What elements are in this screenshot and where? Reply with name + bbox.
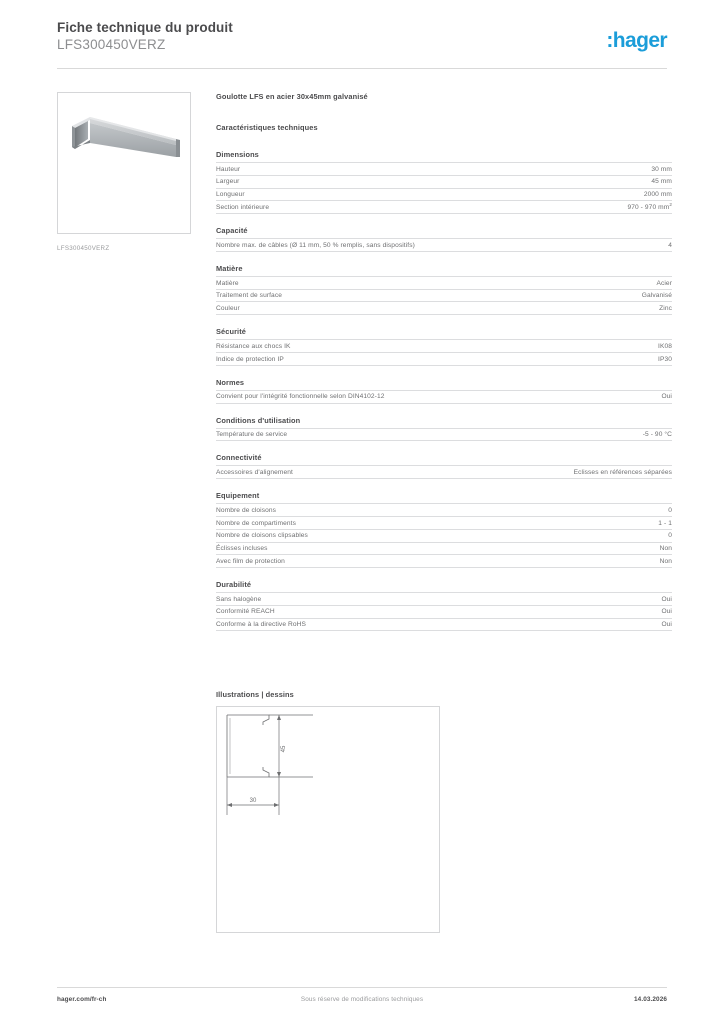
spec-label: Avec film de protection xyxy=(216,557,285,565)
spec-row xyxy=(216,390,672,404)
spec-label: Résistance aux chocs IK xyxy=(216,342,291,350)
spec-row xyxy=(216,238,672,252)
page-title: Fiche technique du produit xyxy=(57,20,233,35)
cross-section-drawing-icon xyxy=(217,707,439,932)
spec-row xyxy=(216,542,672,555)
specifications-heading: Caractéristiques techniques xyxy=(216,123,318,132)
spec-value xyxy=(661,608,672,615)
hager-logo: :hager xyxy=(606,29,667,52)
spec-value xyxy=(651,166,672,173)
header-divider xyxy=(57,68,667,69)
spec-group-title: Conditions d'utilisation xyxy=(216,415,301,425)
product-image xyxy=(57,92,191,234)
spec-row xyxy=(216,605,672,618)
spec-label: Conforme à la directive RoHS xyxy=(216,621,307,629)
drawings-heading: Illustrations | dessins xyxy=(216,690,294,699)
spec-value-text: 45 mm xyxy=(651,178,672,186)
spec-value-text: 4 xyxy=(668,241,672,249)
spec-value xyxy=(661,596,672,603)
footer-date: 14.03.2026 xyxy=(634,996,667,1003)
page-footer xyxy=(57,996,667,1008)
product-name: Goulotte LFS en acier 30x45mm galvanisé xyxy=(216,92,368,101)
header-titles xyxy=(57,20,233,53)
specifications xyxy=(216,92,672,643)
spec-value xyxy=(656,280,672,287)
spec-value-text: Eclisses en références séparées xyxy=(573,468,672,476)
spec-value-text: Galvanisé xyxy=(641,292,672,300)
spec-value xyxy=(660,545,672,552)
spec-row xyxy=(216,301,672,315)
spec-group xyxy=(216,580,672,631)
spec-group-title: Normes xyxy=(216,377,245,387)
spec-value-text: 970 - 970 mm xyxy=(627,203,670,211)
spec-value-text: IP30 xyxy=(658,355,672,363)
spec-label: Hauteur xyxy=(216,165,241,173)
spec-row xyxy=(216,188,672,201)
spec-group-title: Sécurité xyxy=(216,327,246,337)
spec-value xyxy=(651,178,672,185)
spec-value-text: Acier xyxy=(656,279,672,287)
spec-value-text: IK08 xyxy=(658,342,672,350)
spec-group-title: Capacité xyxy=(216,226,248,236)
spec-group-title: Connectivité xyxy=(216,453,262,463)
spec-label: Éclisses incluses xyxy=(216,545,268,553)
spec-value-superscript: 2 xyxy=(669,201,672,207)
dimension-width-label: 30 xyxy=(249,798,257,804)
spec-value-text: Zinc xyxy=(659,305,672,313)
spec-row xyxy=(216,618,672,632)
spec-value-text: 1 - 1 xyxy=(658,519,672,527)
product-image-caption: LFS300450VERZ xyxy=(57,245,110,252)
specification-groups xyxy=(216,150,672,631)
spec-row xyxy=(216,162,672,175)
spec-value-text: Oui xyxy=(661,608,672,616)
spec-label: Indice de protection IP xyxy=(216,355,284,363)
spec-value-text: Oui xyxy=(661,595,672,603)
spec-value xyxy=(658,343,672,350)
spec-label: Couleur xyxy=(216,305,240,313)
spec-group xyxy=(216,264,672,315)
spec-label: Nombre de cloisons clipsables xyxy=(216,532,308,540)
spec-value xyxy=(627,201,672,211)
spec-label: Accessoires d'alignement xyxy=(216,468,293,476)
spec-group-title: Durabilité xyxy=(216,580,252,590)
spec-value-text: Non xyxy=(659,545,672,553)
spec-row xyxy=(216,529,672,542)
spec-value xyxy=(659,305,672,312)
spec-value xyxy=(661,621,672,628)
spec-value xyxy=(661,393,672,400)
spec-label: Matière xyxy=(216,279,239,287)
spec-value-text: 0 xyxy=(668,506,672,514)
spec-row xyxy=(216,503,672,516)
spec-value xyxy=(644,191,672,198)
spec-value xyxy=(574,469,672,476)
spec-value xyxy=(668,507,672,514)
spec-value-text: 30 mm xyxy=(651,165,672,173)
spec-value-text: Oui xyxy=(661,393,672,401)
steel-trunking-photo-icon xyxy=(58,93,190,233)
spec-group xyxy=(216,453,672,479)
drawings-panel xyxy=(216,706,440,933)
spec-group xyxy=(216,226,672,252)
spec-value-text: 2000 mm xyxy=(643,191,672,199)
spec-value-text: Oui xyxy=(661,621,672,629)
spec-value xyxy=(668,532,672,539)
spec-row xyxy=(216,465,672,479)
spec-label: Nombre max. de câbles (Ø 11 mm, 50 % remplis, sans dispositifs) xyxy=(216,241,415,249)
spec-row xyxy=(216,554,672,568)
footer-website[interactable]: hager.com/fr-ch xyxy=(57,996,107,1003)
spec-row xyxy=(216,592,672,605)
spec-group xyxy=(216,327,672,366)
spec-label: Traitement de surface xyxy=(216,292,282,300)
spec-value xyxy=(658,520,672,527)
spec-value xyxy=(658,356,672,363)
spec-value xyxy=(643,431,672,438)
spec-value xyxy=(660,558,672,565)
spec-value xyxy=(642,292,672,299)
footer-divider xyxy=(57,987,667,988)
footer-disclaimer: Sous réserve de modifications techniques xyxy=(300,996,424,1003)
spec-label: Nombre de cloisons xyxy=(216,506,277,514)
spec-row xyxy=(216,200,672,214)
spec-label: Nombre de compartiments xyxy=(216,519,296,527)
spec-label: Température de service xyxy=(216,431,288,439)
spec-group xyxy=(216,378,672,404)
spec-row xyxy=(216,428,672,442)
spec-row xyxy=(216,352,672,366)
spec-value-text: -5 - 90 °C xyxy=(642,431,672,439)
spec-value xyxy=(668,242,672,249)
spec-value-text: Non xyxy=(659,557,672,565)
spec-row xyxy=(216,175,672,188)
spec-group xyxy=(216,491,672,568)
spec-label: Largeur xyxy=(216,178,240,186)
spec-group-title: Dimensions xyxy=(216,150,259,159)
spec-group-title: Matière xyxy=(216,263,243,273)
spec-row xyxy=(216,516,672,529)
spec-label: Section intérieure xyxy=(216,203,270,211)
spec-label: Sans halogène xyxy=(216,595,262,603)
spec-row xyxy=(216,276,672,289)
product-reference: LFS300450VERZ xyxy=(57,37,166,52)
spec-label: Conformité REACH xyxy=(216,608,275,616)
spec-row xyxy=(216,289,672,302)
spec-label: Convient pour l'intégrité fonctionnelle selon DIN4102-12 xyxy=(216,393,385,401)
spec-label: Longueur xyxy=(216,191,245,199)
spec-group-title: Equipement xyxy=(216,491,260,501)
spec-value-text: 0 xyxy=(668,532,672,540)
dimension-height-label: 45 xyxy=(281,745,287,753)
spec-row xyxy=(216,339,672,352)
spec-group xyxy=(216,416,672,442)
page-header xyxy=(57,20,667,64)
spec-group xyxy=(216,150,672,214)
